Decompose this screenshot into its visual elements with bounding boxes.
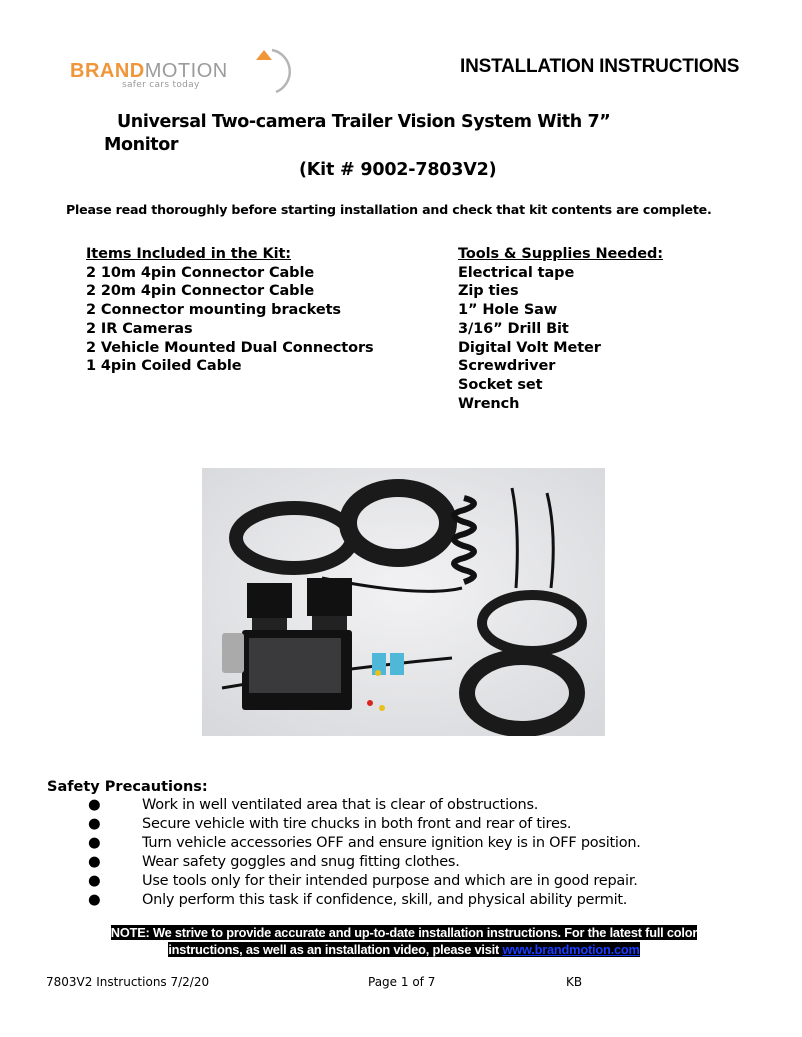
kit-item: 1 4pin Coiled Cable (86, 358, 242, 375)
product-title-line2: Monitor (104, 135, 179, 155)
product-title-line1: Universal Two-camera Trailer Vision System With 7” (117, 112, 611, 132)
safety-item-text: Turn vehicle accessories OFF and ensure ignition key is in OFF position. (142, 835, 641, 851)
tool-item: Electrical tape (458, 264, 575, 281)
note-text-line2: instructions, as well as an installation video, please visit (168, 942, 500, 957)
safety-item (88, 891, 641, 910)
document-title: INSTALLATION INSTRUCTIONS (460, 56, 740, 77)
footer-initials: KB (566, 975, 583, 989)
safety-item-text: Work in well ventilated area that is clear of obstructions. (142, 797, 539, 813)
tool-item: Wrench (458, 395, 520, 412)
kit-item: 2 IR Cameras (86, 320, 193, 337)
brandmotion-logo (64, 42, 294, 98)
safety-item (88, 815, 641, 834)
logo-tagline: safer cars today (122, 80, 200, 90)
tool-item: Screwdriver (458, 358, 556, 375)
bullet-icon: ● (88, 873, 101, 889)
brandmotion-website-link[interactable]: www.brandmotion.com (502, 942, 640, 957)
safety-list (88, 796, 641, 910)
tool-item: Zip ties (458, 283, 519, 300)
kit-items-heading: Items Included in the Kit: (86, 246, 292, 262)
note-text-line1: NOTE: We strive to provide accurate and up-to-date installation instructions. For the latest full color (110, 925, 698, 940)
kit-item: 2 Vehicle Mounted Dual Connectors (86, 339, 374, 356)
footer-doc-id: 7803V2 Instructions 7/2/20 (46, 975, 210, 989)
note-box (70, 924, 738, 958)
tools-list (458, 245, 663, 413)
bullet-icon: ● (88, 854, 101, 870)
logo-brand-part2: MOTION (144, 60, 228, 82)
safety-item (88, 853, 641, 872)
footer-page-number: Page 1 of 7 (368, 975, 436, 989)
tool-item: 3/16” Drill Bit (458, 320, 569, 337)
tool-item: 1” Hole Saw (458, 302, 558, 319)
safety-item-text: Wear safety goggles and snug fitting clothes. (142, 854, 460, 870)
kit-number: (Kit # 9002-7803V2) (299, 160, 497, 180)
logo-brand-part1: BRAND (70, 60, 145, 82)
intro-text: Please read thoroughly before starting installation and check that kit contents are complete. (66, 202, 712, 217)
safety-item (88, 796, 641, 815)
kit-items-list (86, 245, 374, 376)
safety-item-text: Only perform this task if confidence, skill, and physical ability permit. (142, 892, 628, 908)
bullet-icon: ● (88, 797, 101, 813)
bullet-icon: ● (88, 892, 101, 908)
safety-item (88, 872, 641, 891)
tools-heading: Tools & Supplies Needed: (458, 246, 664, 262)
bullet-icon: ● (88, 835, 101, 851)
safety-item-text: Use tools only for their intended purpose and which are in good repair. (142, 873, 638, 889)
safety-item (88, 834, 641, 853)
kit-contents-photo (202, 468, 605, 736)
kit-item: 2 20m 4pin Connector Cable (86, 283, 315, 300)
safety-heading: Safety Precautions: (47, 779, 208, 795)
tool-item: Socket set (458, 376, 543, 393)
kit-item: 2 10m 4pin Connector Cable (86, 264, 315, 281)
kit-item: 2 Connector mounting brackets (86, 302, 341, 319)
tool-item: Digital Volt Meter (458, 339, 601, 356)
bullet-icon: ● (88, 816, 101, 832)
safety-item-text: Secure vehicle with tire chucks in both front and rear of tires. (142, 816, 572, 832)
